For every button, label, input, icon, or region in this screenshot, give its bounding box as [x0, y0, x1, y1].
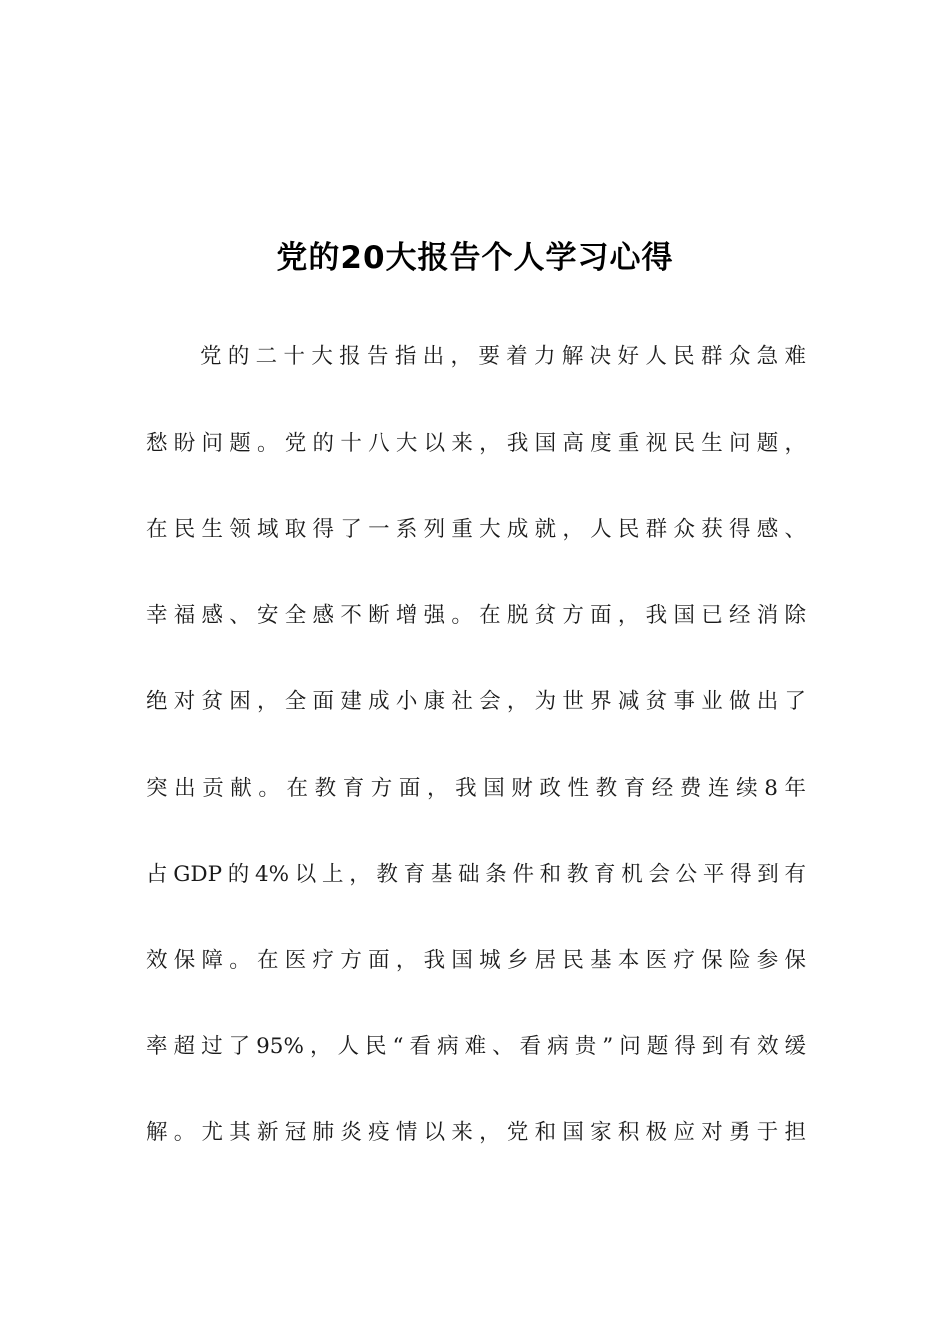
body-line: 绝对贫困，全面建成小康社会，为世界减贫事业做出了: [146, 689, 806, 714]
body-line: 突出贡献。在教育方面，我国财政性教育经费连续8年: [146, 776, 806, 801]
body-line: 占GDP的4%以上，教育基础条件和教育机会公平得到有: [146, 862, 806, 887]
body-line: 愁盼问题。党的十八大以来，我国高度重视民生问题，: [146, 431, 806, 456]
body-line: 在民生领域取得了一系列重大成就，人民群众获得感、: [146, 517, 806, 542]
body-line: 率超过了95%，人民“看病难、看病贵”问题得到有效缓: [146, 1034, 806, 1059]
document-title: 党的20大报告个人学习心得: [276, 240, 674, 276]
body-line: 党的二十大报告指出，要着力解决好人民群众急难: [200, 344, 806, 369]
body-line: 效保障。在医疗方面，我国城乡居民基本医疗保险参保: [146, 948, 806, 973]
body-line: 幸福感、安全感不断增强。在脱贫方面，我国已经消除: [146, 603, 806, 628]
body-line: 解。尤其新冠肺炎疫情以来，党和国家积极应对勇于担: [146, 1120, 806, 1145]
